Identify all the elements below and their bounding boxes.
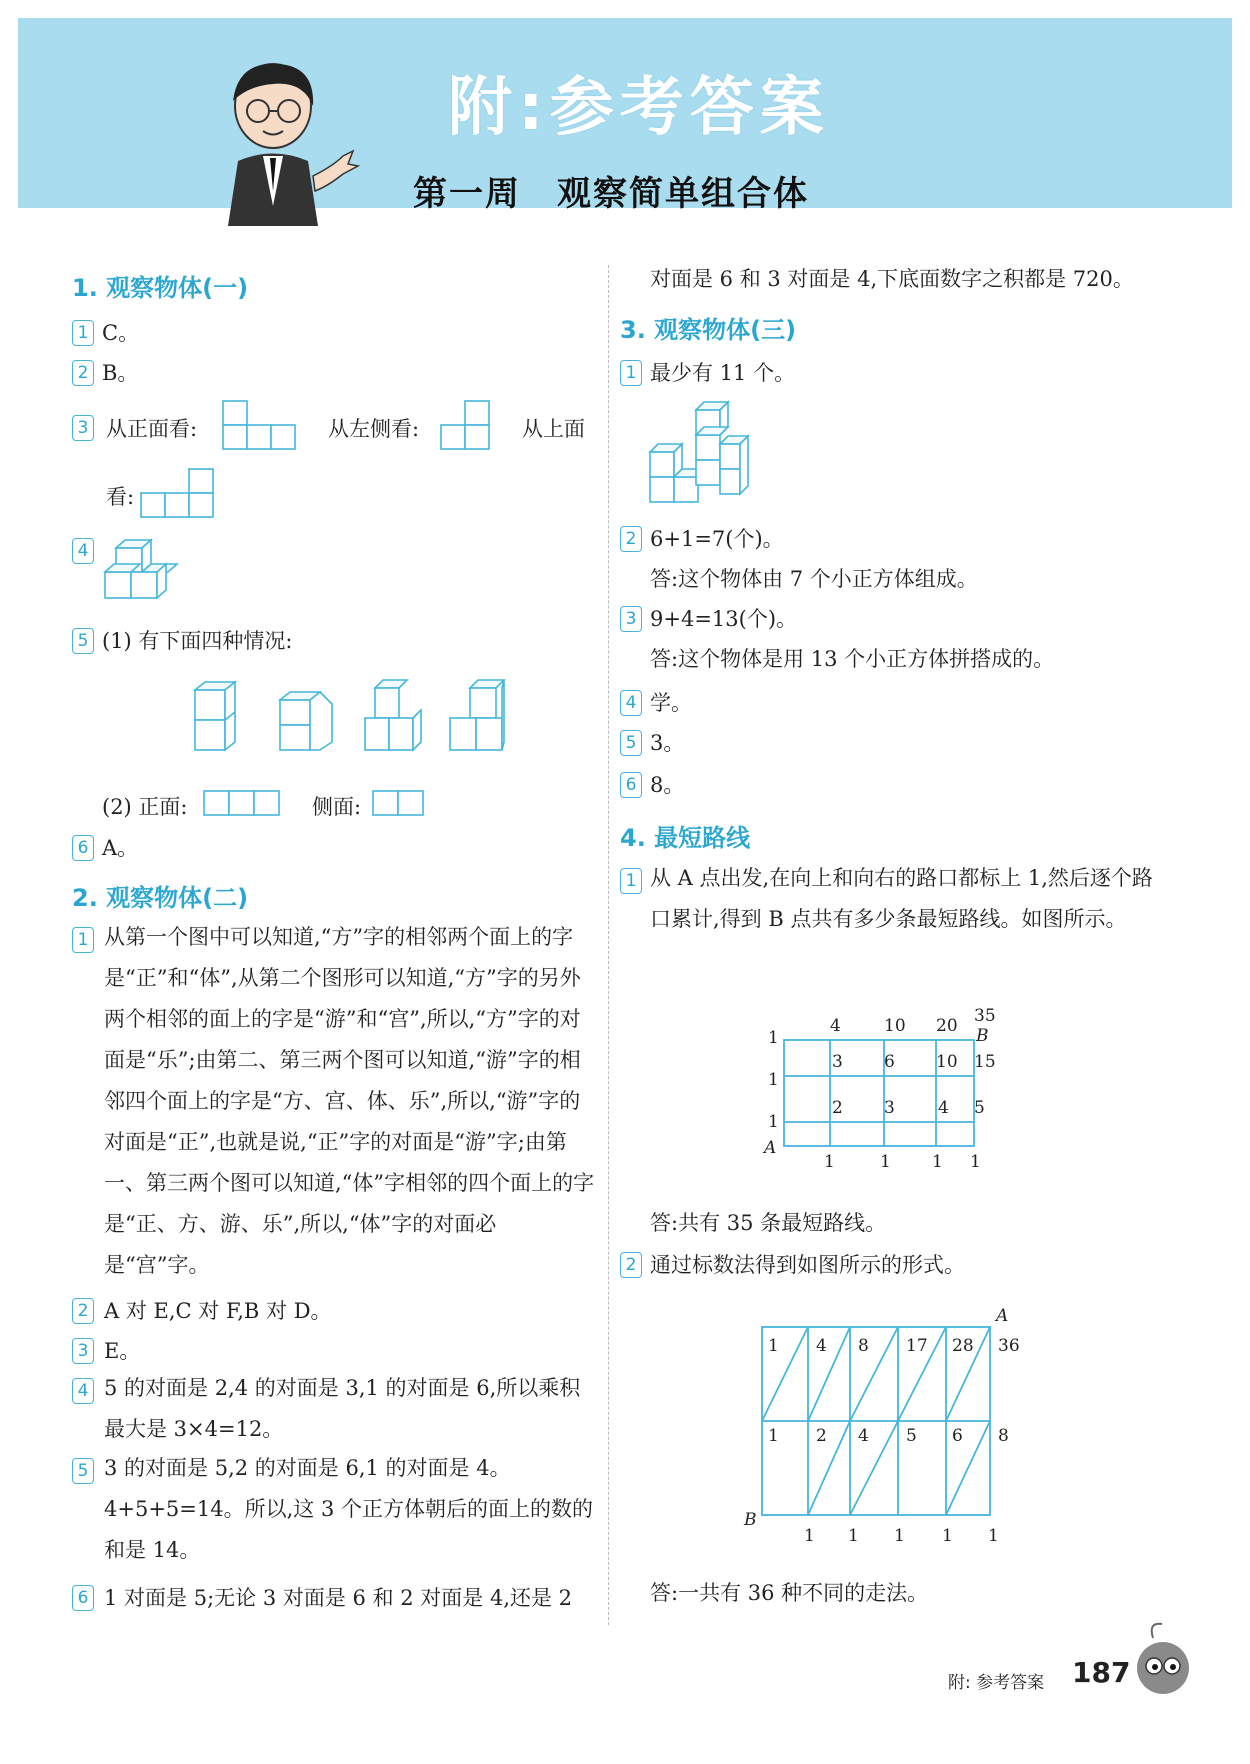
grid-label: 8 <box>858 1336 869 1356</box>
grid-label: 1 <box>768 1336 779 1356</box>
grid-label: 4 <box>938 1098 949 1118</box>
grid-label: 28 <box>952 1336 974 1356</box>
top-view-figure <box>140 468 215 520</box>
question-number: 3 <box>620 606 642 632</box>
question-number: 3 <box>72 1338 94 1364</box>
answer-text: 从上面 <box>522 417 585 441</box>
answer-text: A 对 E,C 对 F,B 对 D。 <box>104 1299 332 1323</box>
answer-text: 对面是 6 和 3 对面是 4,下底面数字之积都是 720。 <box>650 267 1134 291</box>
answer-text: 学。 <box>650 691 692 715</box>
question-number: 1 <box>72 927 94 953</box>
grid-label: 4 <box>816 1336 827 1356</box>
grid-label: 1 <box>824 1152 835 1172</box>
grid-label: 2 <box>816 1426 827 1446</box>
answer-text: 答:共有 35 条最短路线。 <box>650 1211 887 1235</box>
column-divider <box>608 265 609 1625</box>
grid-label: 6 <box>884 1052 895 1072</box>
question-number: 1 <box>620 868 642 894</box>
grid-label: 3 <box>832 1052 843 1072</box>
grid-label: 1 <box>970 1152 981 1172</box>
grid-label: 8 <box>998 1426 1009 1446</box>
mascot-icon <box>1128 1620 1198 1700</box>
grid-label: 1 <box>932 1152 943 1172</box>
question-number: 6 <box>72 1585 94 1611</box>
grid-label: 36 <box>998 1336 1020 1356</box>
answer-text: 1 对面是 5;无论 3 对面是 6 和 2 对面是 4,还是 2 <box>104 1586 573 1610</box>
answer-text: (1) 有下面四种情况: <box>102 629 293 653</box>
grid-label: 5 <box>974 1098 985 1118</box>
answer-text: 看: <box>106 485 135 509</box>
grid-label: 1 <box>768 1070 779 1090</box>
grid-label: 10 <box>936 1052 958 1072</box>
grid-label: 1 <box>804 1526 815 1546</box>
grid-label: 1 <box>942 1526 953 1546</box>
question-number: 3 <box>72 415 94 441</box>
answer-text: 答:一共有 36 种不同的走法。 <box>650 1581 929 1605</box>
grid-label: 6 <box>952 1426 963 1446</box>
answer-text: E。 <box>104 1339 141 1363</box>
answer-text: 8。 <box>650 773 685 797</box>
question-number: 2 <box>620 526 642 552</box>
section-title-1: 1. 观察物体(一) <box>72 274 249 302</box>
grid-label: 4 <box>830 1016 841 1036</box>
answer-text: 从正面看: <box>106 417 198 441</box>
grid-label: 3 <box>884 1098 895 1118</box>
page-title: 附:参考答案 <box>448 71 830 145</box>
page-number: 187 <box>1072 1656 1131 1689</box>
answer-paragraph: 3 的对面是 5,2 的对面是 6,1 的对面是 4。4+5+5=14。所以,这 3 个正方体朝后的面上的数的和是 14。 <box>104 1456 593 1562</box>
grid-label: 10 <box>884 1016 906 1036</box>
grid-label: 4 <box>858 1426 869 1446</box>
point-a-label: A <box>996 1306 1009 1326</box>
front-view-figure <box>222 400 297 452</box>
answer-text: 9+4=13(个)。 <box>650 607 798 631</box>
question-number: 4 <box>620 690 642 716</box>
page-header <box>18 18 1232 214</box>
side-view-figure <box>440 400 492 452</box>
answer-text: 最少有 11 个。 <box>650 361 796 385</box>
grid-label: 20 <box>936 1016 958 1036</box>
answer-text: 从左侧看: <box>328 417 420 441</box>
answer-text: (2) 正面: <box>102 795 188 819</box>
point-a-label: A <box>764 1138 777 1158</box>
answer-text: 6+1=7(个)。 <box>650 527 784 551</box>
grid-label: 1 <box>768 1112 779 1132</box>
question-number: 5 <box>72 628 94 654</box>
answer-text: 侧面: <box>312 795 362 819</box>
question-number: 1 <box>620 360 642 386</box>
cube-stack-figure <box>104 538 179 608</box>
question-number: 5 <box>72 1458 94 1484</box>
question-number: 4 <box>72 538 94 564</box>
grid-label: 1 <box>768 1028 779 1048</box>
side-view-answer <box>372 790 427 818</box>
question-number: 5 <box>620 730 642 756</box>
question-number: 1 <box>72 320 94 346</box>
question-number: 2 <box>620 1252 642 1278</box>
question-number: 4 <box>72 1378 94 1404</box>
grid-label: 1 <box>894 1526 905 1546</box>
answer-paragraph: 从 A 点出发,在向上和向右的路口都标上 1,然后逐个路口累计,得到 B 点共有多少条最短路线。如图所示。 <box>650 866 1153 931</box>
answer-paragraph: 5 的对面是 2,4 的对面是 3,1 的对面是 6,所以乘积最大是 3×4=12。 <box>104 1376 581 1441</box>
four-cases-figure <box>195 680 495 760</box>
section-title-3: 3. 观察物体(三) <box>620 316 797 344</box>
front-view-answer <box>203 790 283 818</box>
teacher-illustration-icon <box>203 56 363 226</box>
point-b-label: B <box>976 1026 989 1046</box>
answer-paragraph: 从第一个图中可以知道,“方”字的相邻两个面上的字是“正”和“体”,从第二个图形可以知道,“方”字的另外两个相邻的面上的字是“游”和“宫”,所以,“方”字的对面是“乐”;由第二、第三两个图可以知道,“游”字的相邻四个面上的字是“方、宫、体、乐”,所以,“游”字的对面是“正”,也就是说,“正”字的对面是“游”字;由第一、第三两个图可以知道,“体”字相邻的四个面上的字是“正、方、游、乐”,所以,“体”字的对面必是“宫”字。 <box>104 925 595 1277</box>
week-subtitle: 第一周 观察简单组合体 <box>413 174 809 214</box>
answer-text: C。 <box>102 321 140 345</box>
section-title-2: 2. 观察物体(二) <box>72 884 249 912</box>
section-title-4: 4. 最短路线 <box>620 824 751 852</box>
eleven-cubes-figure <box>648 400 758 505</box>
answer-text: 答:这个物体由 7 个小正方体组成。 <box>650 567 978 591</box>
grid-label: 1 <box>848 1526 859 1546</box>
grid-label: 1 <box>988 1526 999 1546</box>
answer-text: B。 <box>102 361 139 385</box>
answer-text: 3。 <box>650 731 685 755</box>
question-number: 2 <box>72 360 94 386</box>
grid-label: 1 <box>880 1152 891 1172</box>
question-number: 6 <box>72 835 94 861</box>
answer-text: 答:这个物体是用 13 个小正方体拼搭成的。 <box>650 647 1055 671</box>
grid-label: 1 <box>768 1426 779 1446</box>
grid-label: 17 <box>906 1336 928 1356</box>
footer-label: 附: 参考答案 <box>948 1673 1045 1693</box>
grid-label: 2 <box>832 1098 843 1118</box>
answer-text: A。 <box>102 836 139 860</box>
question-number: 6 <box>620 772 642 798</box>
grid-label: 35 <box>974 1006 996 1026</box>
grid-label: 15 <box>974 1052 996 1072</box>
point-b-label: B <box>744 1510 757 1530</box>
grid-label: 5 <box>906 1426 917 1446</box>
question-number: 2 <box>72 1298 94 1324</box>
answer-text: 通过标数法得到如图所示的形式。 <box>650 1253 965 1277</box>
